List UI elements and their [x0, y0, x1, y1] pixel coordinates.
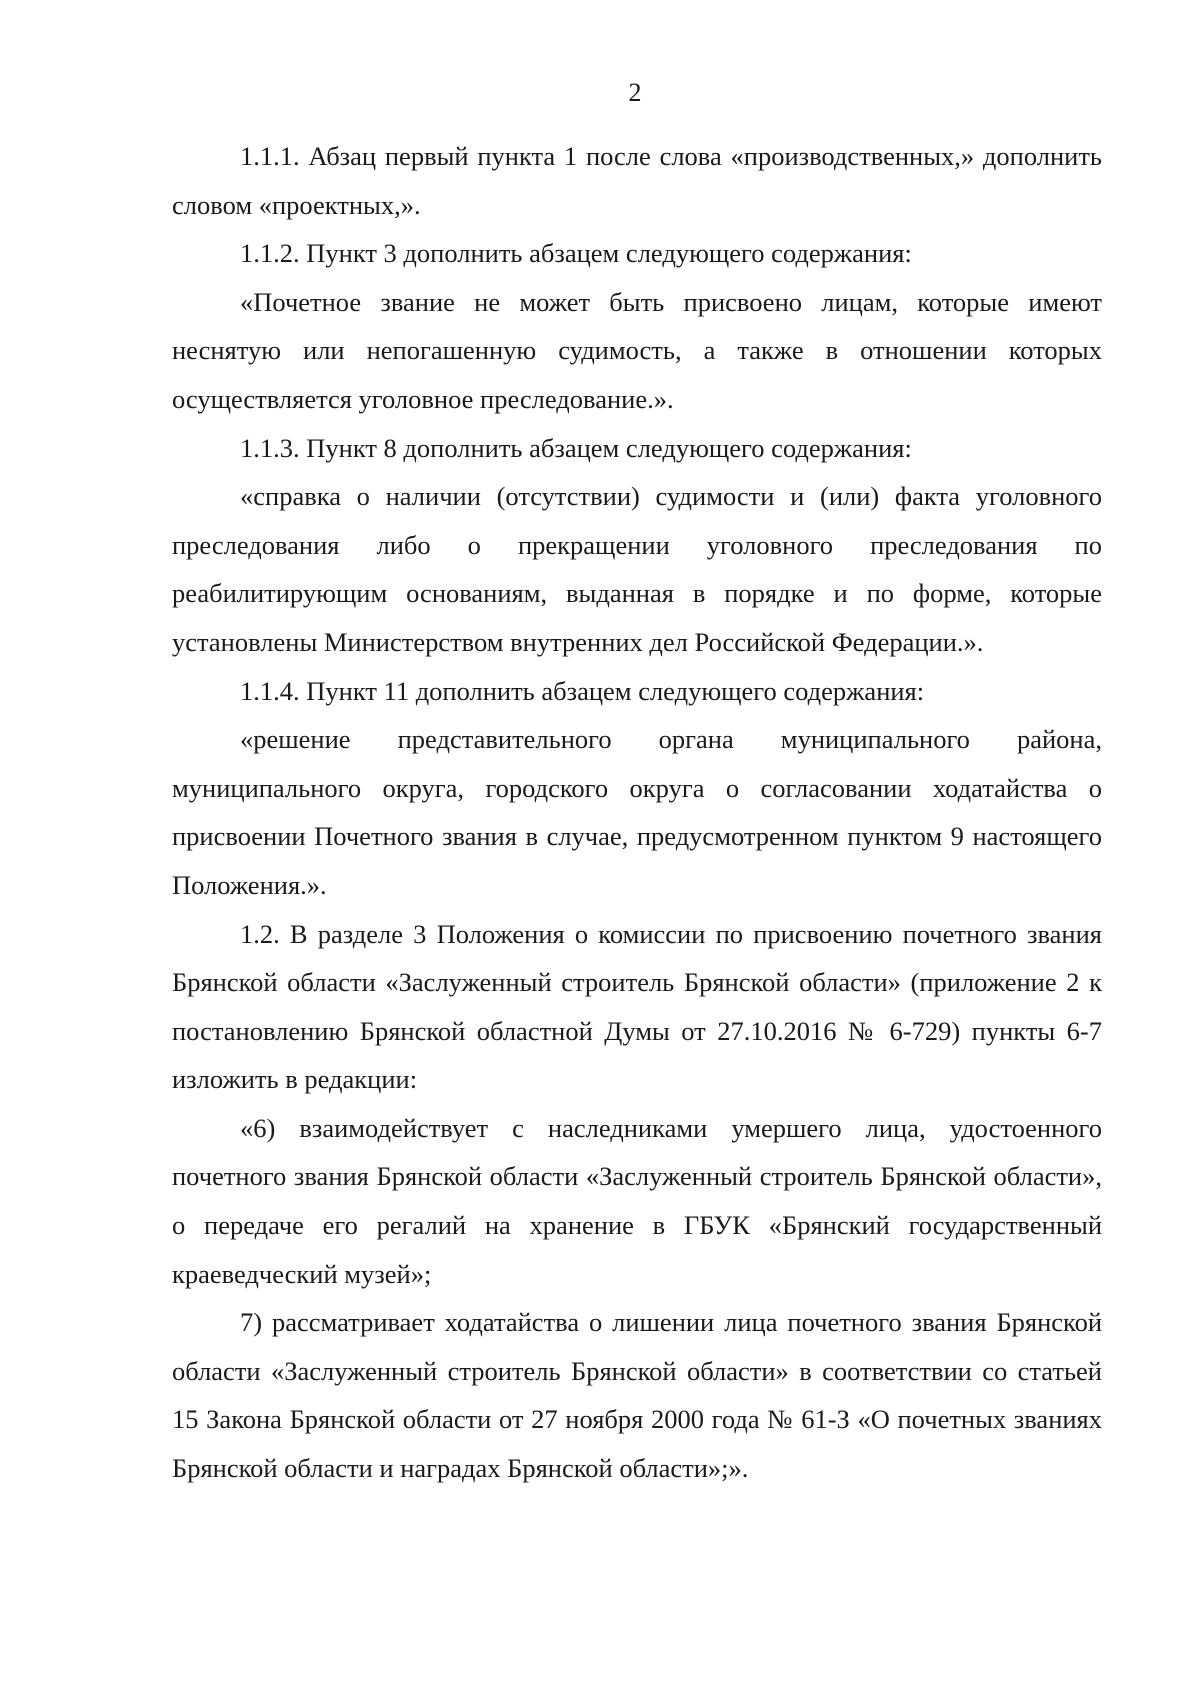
paragraph-1-1-2: 1.1.2. Пункт 3 дополнить абзацем следующего содержания: — [240, 238, 912, 269]
paragraph-quote-certificate: «справка о наличии (отсутствии) судимости и (или) факта уголовного преследования либо о прекращении уголовного преследования по реабилитирующим основаниям, выданная в порядке и по форме, которые установлены Министерством внутренних дел Российской Федерации.». — [172, 481, 1102, 657]
paragraph-1-1-4: 1.1.4. Пункт 11 дополнить абзацем следующего содержания: — [240, 675, 925, 706]
paragraph-quote-honorary-title: «Почетное звание не может быть присвоено лицам, которые имеют неснятую или непогашенную судимость, а также в отношении которых осуществляется уголовное преследование.». — [172, 286, 1102, 414]
paragraph-1-1-1: 1.1.1. Абзац первый пункта 1 после слова «производственных,» дополнить словом «проектных,». — [172, 141, 1102, 220]
document-body — [172, 132, 1102, 1493]
paragraph-1-2: 1.2. В разделе 3 Положения о комиссии по присвоению почетного звания Брянской области «Заслуженный строитель Брянской области» (приложение 2 к постановлению Брянской областной Думы от 27.10.2016 № 6-729) пункты 6-7 изложить в редакции: — [172, 918, 1102, 1095]
paragraph-quote-decision: «решение представительного органа муниципального района, муниципального округа, городского округа о согласовании ходатайства о присвоении Почетного звания в случае, предусмотренном пунктом 9 настоящего Положения.». — [172, 724, 1102, 900]
paragraph-1-1-3: 1.1.3. Пункт 8 дополнить абзацем следующего содержания: — [240, 432, 912, 463]
paragraph-item-7: 7) рассматривает ходатайства о лишении лица почетного звания Брянской области «Заслуженный строитель Брянской области» в соответствии со статьей 15 Закона Брянской области от 27 ноября 2000 года № 61-З «О почетных званиях Брянской области и наградах Брянской области»;». — [172, 1307, 1102, 1484]
page-number: 2 — [628, 78, 642, 107]
paragraph-item-6: «6) взаимодействует с наследниками умершего лица, удостоенного почетного звания Брянской области «Заслуженный строитель Брянской области», о передаче его регалий на хранение в ГБУК «Брянский государственный краеведческий музей»; — [172, 1112, 1102, 1289]
